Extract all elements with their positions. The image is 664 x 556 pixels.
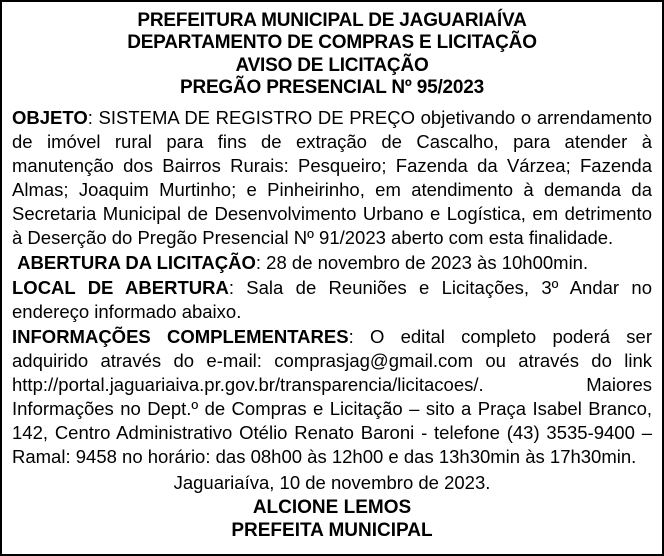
section-objeto xyxy=(12,106,652,250)
signature-block xyxy=(12,497,652,542)
signer-name: ALCIONE LEMOS xyxy=(252,497,412,519)
local-label: LOCAL DE ABERTURA xyxy=(12,276,229,298)
signer-title: PREFEITA MUNICIPAL xyxy=(231,519,433,541)
local-text: : Sala de Reuniões e Licitações, 3º Andar no endereço informado abaixo. xyxy=(12,276,652,322)
header-line-notice-type: AVISO DE LICITAÇÃO xyxy=(235,54,429,76)
notice-header xyxy=(12,10,652,100)
header-line-municipality: PREFEITURA MUNICIPAL DE JAGUARIAÍVA xyxy=(137,10,527,31)
place-and-date: Jaguariaíva, 10 de novembro de 2023. xyxy=(173,472,491,494)
informacoes-label: INFORMAÇÕES COMPLEMENTARES xyxy=(12,326,349,348)
informacoes-text: : O edital completo poderá ser adquirido através do e-mail: comprasjag@gmail.com ou através do link http://portal.jaguariaiva.pr.gov.br/transparencia/licitacoes/. Maiores Informações no Dept.º de Compras e Licitação – sito a Praça Isabel Branco, 142, Centro Administrativo Otélio Renato Baroni - telefone (43) 3535-9400 – Ramal: 9458 no horário: das 08h00 às 12h00 e das 13h30min às 17h30min. xyxy=(12,326,653,468)
objeto-text: : SISTEMA DE REGISTRO DE PREÇO objetivando o arrendamento de imóvel rural para fins de extração de Cascalho, para atender à manutenção dos Bairros Rurais: Pesqueiro; Fazenda da Várzea; Fazenda Almas; Joaquim Murtinho; e Pinheirinho, em atendimento à demanda da Secretaria Municipal de Desenvolvimento Urbano e Logística, em detrimento à Deserção do Pregão Presencial Nº 91/2023 aberto com esta finalidade. xyxy=(12,106,652,248)
section-informacoes xyxy=(12,325,652,469)
abertura-label: ABERTURA DA LICITAÇÃO xyxy=(17,251,256,273)
objeto-label: OBJETO xyxy=(12,106,88,128)
abertura-text: : 28 de novembro de 2023 às 10h00min. xyxy=(255,251,589,273)
header-line-department: DEPARTAMENTO DE COMPRAS E LICITAÇÃO xyxy=(127,32,537,54)
section-local xyxy=(12,276,652,324)
section-abertura xyxy=(12,251,652,275)
header-line-bid-number: PREGÃO PRESENCIAL Nº 95/2023 xyxy=(179,77,485,99)
notice-body xyxy=(12,106,652,543)
